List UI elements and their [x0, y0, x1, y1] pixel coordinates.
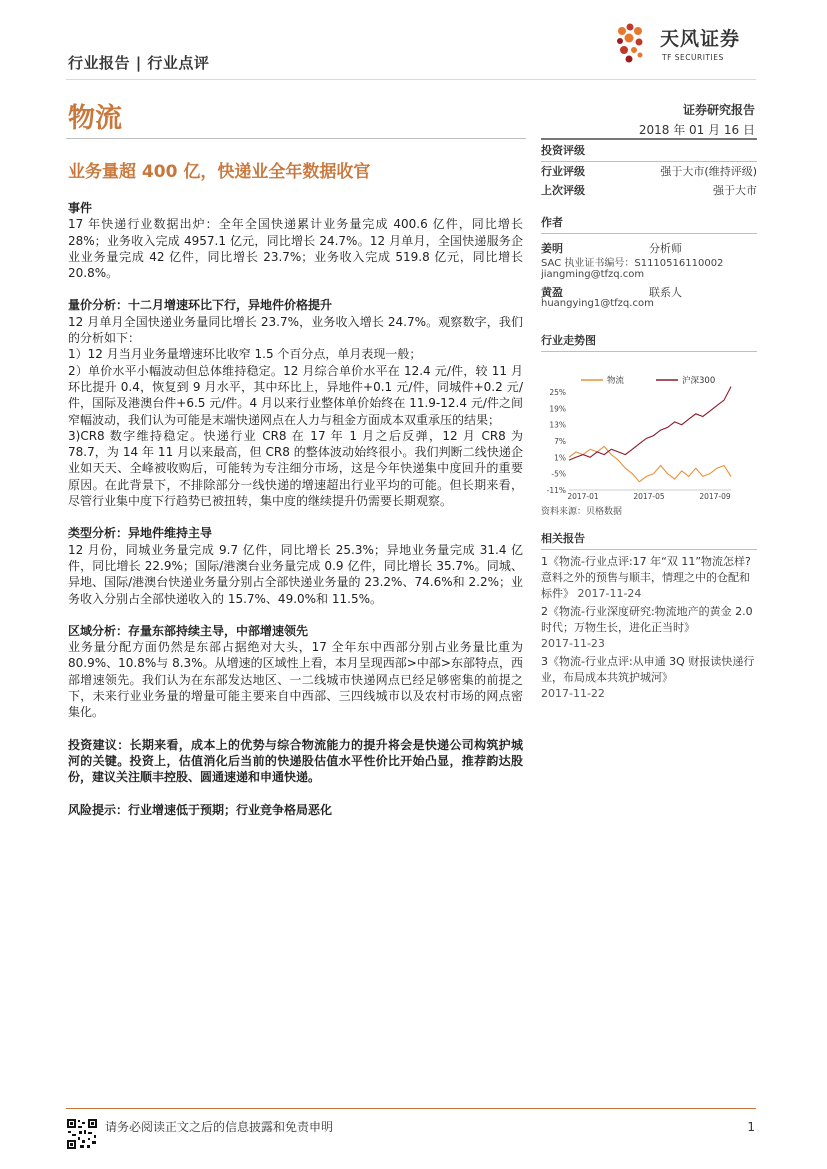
report-type: 证券研究报告 [682, 103, 755, 117]
related-report-text[interactable]: 3《物流-行业点评:从申通 3Q 财报读快递行业，布局成本共筑护城河》 [541, 655, 755, 684]
author-email[interactable]: jiangming@tfzq.com [541, 269, 645, 280]
main-content [68, 200, 523, 818]
legend-label: 沪深300 [682, 376, 716, 386]
related-report-date: 2017-11-23 [541, 637, 605, 650]
section-event [68, 200, 523, 281]
author-email[interactable]: huangying1@tfzq.com [541, 298, 654, 309]
related-report-item[interactable] [541, 654, 757, 702]
footer-divider [66, 1108, 756, 1109]
x-tick-label: 2017-09 [699, 492, 731, 501]
rating-label: 上次评级 [541, 184, 585, 197]
author-row [541, 240, 757, 254]
paragraph: 2）单价水平小幅波动但总体维持稳定。12 月综合单价水平在 12.4 元/件，较 11 月环比提升 0.4，恢复到 9 月水平，其中环比上，异地件+0.1 元/件，同城件+0.2 元/件，国际及港澳台件+6.5 元/件。4 月以来行业整体单价始终在 11.9-12.4 元/件之间窄幅波动，我们认为可能是末端快递网点在人力与租金方面成本双重承压的结果； [68, 363, 523, 427]
related-title: 相关报告 [541, 530, 757, 550]
paragraph: 17 年快递行业数据出炉：全年全国快递累计业务量完成 400.6 亿件，同比增长 28%；业务收入完成 4957.1 亿元，同比增长 24.7%。12 月单月，全国快递服务企业业务量完成 42 亿件，同比增长 23.7%；业务收入完成 519.8 亿元，同比增长 20.8%。 [68, 217, 523, 281]
trend-chart [541, 352, 757, 502]
rating-row [541, 162, 757, 181]
report-date: 2018 年 01 月 16 日 [638, 123, 755, 137]
section-title: 区域分析：存量东部持续主导，中部增速领先 [68, 623, 309, 638]
title-divider [66, 138, 526, 139]
related-reports-box [541, 530, 757, 702]
trend-title: 行业走势图 [541, 332, 757, 352]
author-row [541, 284, 757, 298]
y-tick-label: 1% [554, 453, 566, 463]
y-tick-label: 19% [549, 404, 566, 414]
paragraph: 业务量分配方面仍然是东部占据绝对大头，17 全年东中西部分别占业务量比重为 80.9%、10.8%与 8.3%。从增速的区域性上看，本月呈现西部>中部>东部特点，西部增速领先。我们认为在东部发达地区、一二线城市快递网点已经足够密集的前提之下，未来行业业务量的增量可能主要来自中西部、三四线城市以及农村市场的网点密集化。 [68, 640, 523, 720]
section-title: 类型分析：异地件维持主导 [68, 526, 213, 541]
chart-source: 资料来源：贝格数据 [541, 507, 623, 517]
author-role: 分析师 [649, 242, 682, 255]
rating-value: 强于大市 [713, 184, 757, 197]
series-line [569, 387, 731, 461]
qr-code-icon [66, 1118, 98, 1150]
rating-title: 投资评级 [541, 140, 757, 162]
author-box [541, 214, 757, 309]
related-report-item[interactable] [541, 604, 757, 652]
paragraph: 1）12 月当月业务量增速环比收窄 1.5 个百分点，单月表现一般； [68, 347, 422, 362]
related-report-item[interactable] [541, 554, 757, 602]
related-report-text[interactable]: 2《物流-行业深度研究:物流地产的黄金 2.0 时代；万物生长，进化正当时》 [541, 605, 753, 634]
y-tick-label: 7% [554, 437, 566, 446]
rating-value: 强于大市(维持评级) [660, 165, 757, 178]
footer-disclaimer: 请务必阅读正文之后的信息披露和免责申明 [105, 1120, 334, 1134]
section-region [68, 623, 523, 721]
logo-chinese-name: 天风证券 [660, 28, 741, 50]
report-category: 行业报告 | 行业点评 [68, 54, 210, 72]
rating-box [541, 138, 757, 200]
page-number: 1 [747, 1120, 755, 1134]
header-divider [66, 79, 756, 80]
y-tick-label: 13% [549, 420, 566, 430]
risk-warning: 风险提示：行业增速低于预期；行业竞争格局恶化 [68, 802, 333, 817]
section-type [68, 525, 523, 606]
series-line [569, 446, 731, 481]
related-report-text[interactable]: 1《物流-行业点评:17 年“双 11”物流怎样? 意料之外的预售与顺丰，情理之中的仓配和标件》 [541, 555, 751, 600]
industry-title: 物流 [68, 103, 122, 134]
rating-row [541, 181, 757, 200]
y-tick-label: -11% [546, 486, 566, 495]
author-role: 联系人 [649, 286, 682, 299]
y-tick-label: -5% [551, 469, 566, 479]
logo-english-name: TF SECURITIES [662, 53, 724, 62]
section-title: 量价分析：十二月增速环比下行，异地件价格提升 [68, 298, 333, 313]
paragraph: 12 月单月全国快递业务量同比增长 23.7%，业务收入增长 24.7%。观察数字，我们的分析如下： [68, 314, 523, 346]
author-name: 黄盈 [541, 286, 563, 299]
x-tick-label: 2017-05 [633, 492, 665, 501]
trend-chart-box [541, 332, 757, 517]
x-tick-label: 2017-01 [567, 492, 599, 501]
rating-label: 行业评级 [541, 165, 585, 178]
author-title: 作者 [541, 214, 757, 234]
report-headline: 业务量超 400 亿，快递业全年数据收官 [68, 162, 371, 182]
y-tick-label: 25% [549, 388, 566, 397]
section-title: 事件 [68, 201, 93, 215]
legend-label: 物流 [607, 376, 625, 386]
investment-advice: 投资建议：长期来看，成本上的优势与综合物流能力的提升将会是快递公司构筑护城河的关键。投资上，估值消化后当前的快递股估值水平性价比开始凸显，推荐韵达股份，建议关注顺丰控股、圆通速递和申通快递。 [68, 737, 523, 785]
author-name: 姜明 [541, 242, 563, 255]
section-volume-price [68, 297, 523, 509]
author-cert: SAC 执业证书编号：S1110516110002 [541, 258, 724, 269]
related-report-date: 2017-11-24 [577, 587, 642, 600]
related-report-date: 2017-11-22 [541, 687, 605, 700]
paragraph: 3)CR8 数字维持稳定。快递行业 CR8 在 17 年 1 月之后反弹，12 月 CR8 为 78.7，为 14 年 11 月以来最高，但 CR8 的整体波动始终很小。我们判断二线快递企业如天天、全峰被收购后，可能转为专注细分市场，这是今年快递集中度回升的重要原因。在此背景下，不排除部分一线快递的增速超出行业平均的可能。但长期来看，尽管行业集中度下行趋势已被扭转，集中度的继续提升仍需要长期观察。 [68, 428, 523, 509]
paragraph: 12 月份，同城业务量完成 9.7 亿件，同比增长 25.3%；异地业务量完成 31.4 亿件，同比增长 22.9%；国际/港澳台业务量完成 0.9 亿件，同比增长 35.7%。同城、异地、国际/港澳台快递业务量分别占全部快递业务量的 23.2%、74.6%和 2.2%；业务收入分别占全部快递收入的 15.7%、49.0%和 11.5%。 [68, 542, 523, 606]
